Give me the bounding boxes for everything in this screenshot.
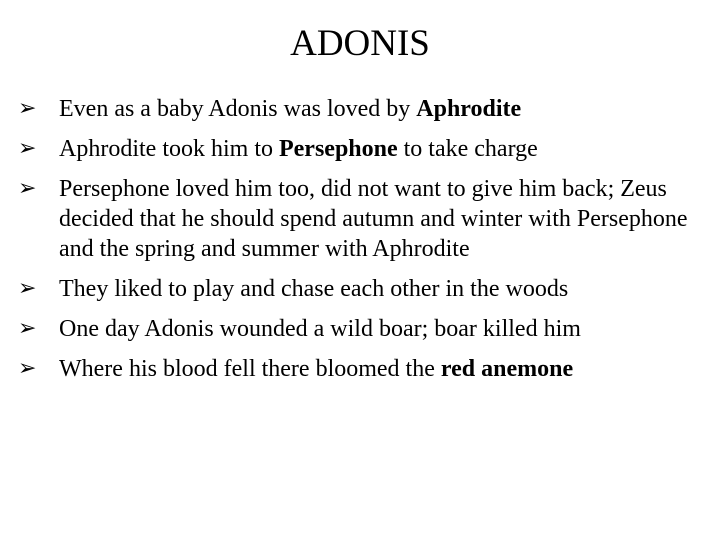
bullet-text-bold: Persephone: [278, 136, 398, 162]
arrowhead-bullet-icon: ➢: [18, 136, 37, 161]
bullet-text-part: Aphrodite took him to: [59, 136, 279, 162]
bullet-text-part: One day Adonis wounded a wild boar; boar killed him: [59, 316, 581, 342]
arrowhead-bullet-icon: ➢: [18, 356, 37, 381]
bullet-item: [18, 354, 708, 384]
bullet-text-part: Where his blood fell there bloomed the: [59, 356, 441, 382]
arrowhead-bullet-icon: ➢: [18, 276, 37, 301]
bullet-text: [59, 316, 581, 342]
bullet-text-part: They liked to play and chase each other in the woods: [59, 276, 569, 302]
bullet-text-part: to take charge: [397, 136, 538, 162]
bullet-item: [18, 134, 708, 164]
bullet-text: [59, 356, 573, 382]
bullet-text: [59, 174, 708, 264]
bullet-text-bold: red anemone: [440, 356, 574, 382]
bullet-item: [18, 174, 708, 264]
bullet-text: [59, 96, 521, 122]
bullet-text-part: Persephone loved him too, did not want to give him back; Zeus decided that he should spend autumn and winter with Persephone and the spring and summer with Aphrodite: [59, 176, 688, 262]
bullet-item: [18, 274, 708, 304]
slide-title: ADONIS: [290, 23, 430, 64]
bullet-text: [59, 276, 568, 302]
bullet-item: [18, 314, 708, 344]
bullet-text-bold: Aphrodite: [416, 96, 522, 122]
arrowhead-bullet-icon: ➢: [18, 176, 37, 201]
bullet-item: [18, 94, 708, 124]
arrowhead-bullet-icon: ➢: [18, 96, 37, 121]
arrowhead-bullet-icon: ➢: [18, 316, 37, 341]
bullet-text: [59, 136, 538, 162]
bullet-list: [18, 94, 708, 394]
bullet-text-part: Even as a baby Adonis was loved by: [59, 96, 417, 122]
